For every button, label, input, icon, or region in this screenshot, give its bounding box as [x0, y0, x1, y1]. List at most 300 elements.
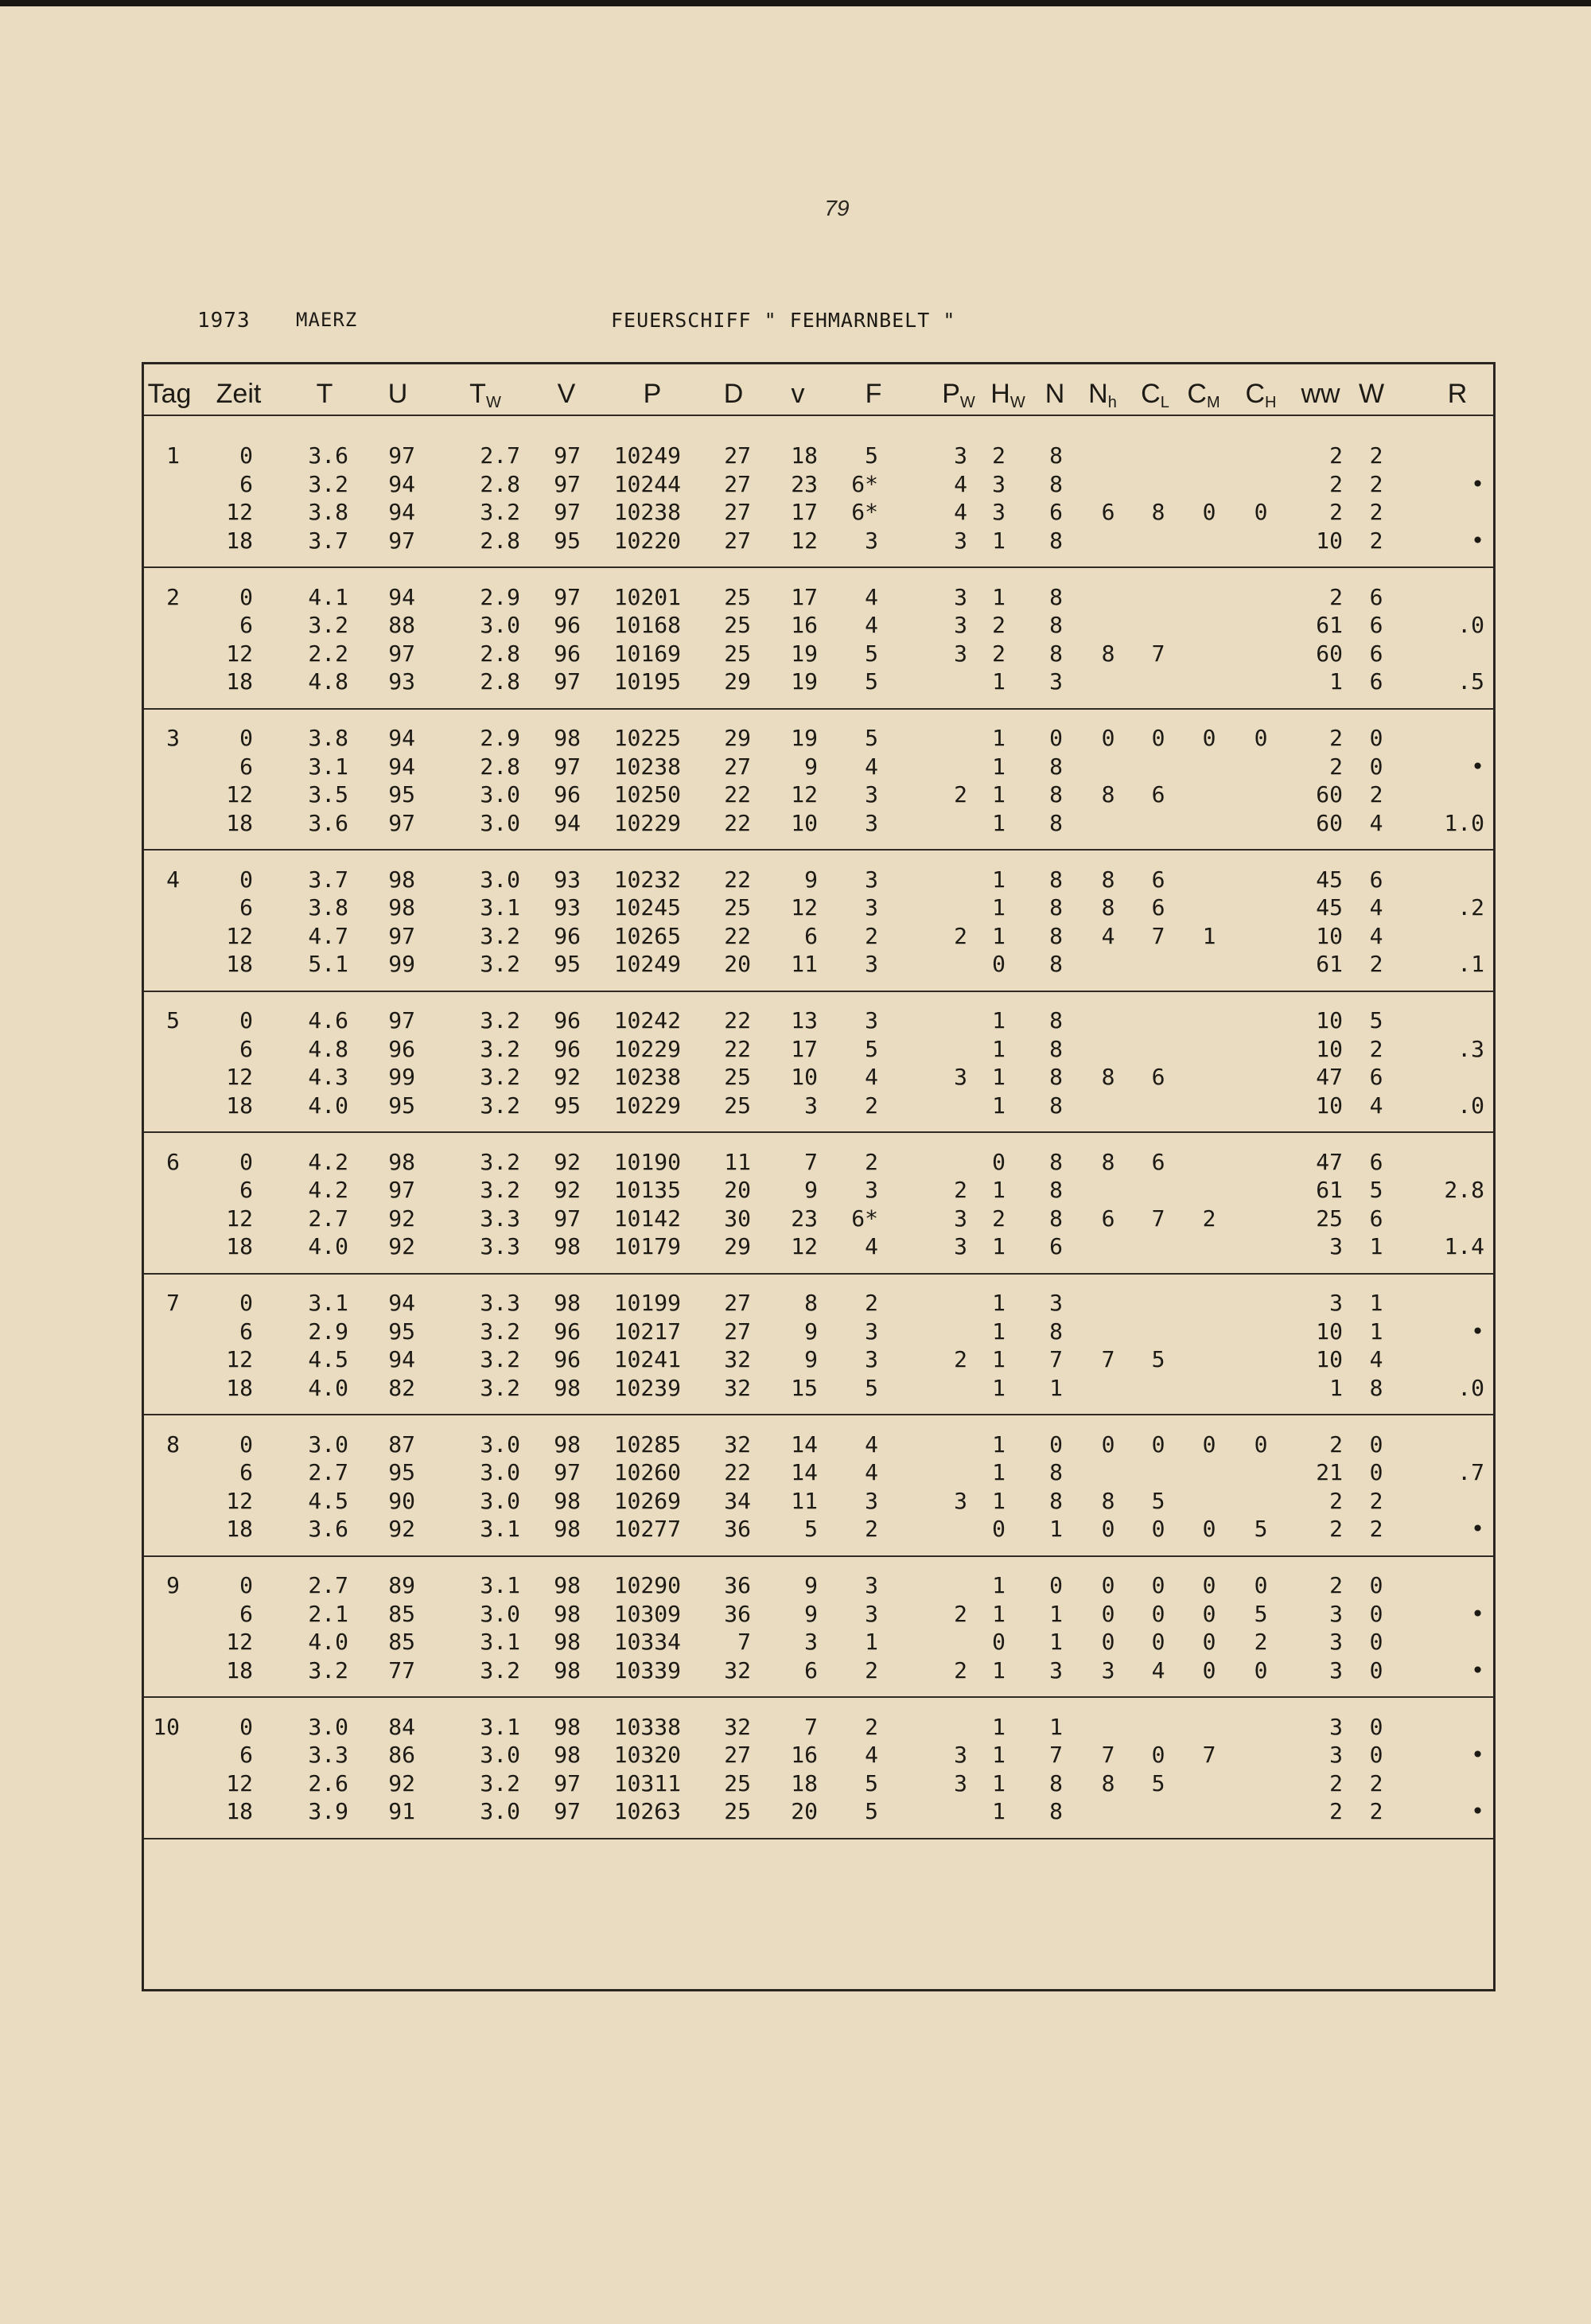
cell-nh: 3 — [1101, 1656, 1115, 1684]
cell-vs: 19 — [791, 668, 818, 695]
cell-n: 8 — [1049, 866, 1063, 893]
cell-zeit: 0 — [239, 1713, 253, 1740]
cell-w: 4 — [1369, 1092, 1383, 1119]
cell-hw: 0 — [992, 1629, 1006, 1655]
cell-nh: 7 — [1101, 1742, 1115, 1768]
cell-t: 3.6 — [308, 1516, 348, 1542]
cell-hw: 1 — [992, 922, 1006, 949]
cell-ww: 3 — [1329, 1656, 1343, 1684]
cell-f: 5 — [865, 1769, 878, 1797]
cell-f: 5 — [865, 725, 878, 751]
cell-t: 3.8 — [308, 725, 348, 751]
cell-cl: 7 — [1151, 640, 1165, 667]
cell-u: 86 — [388, 1742, 415, 1768]
cell-ch: 0 — [1254, 1572, 1268, 1598]
cell-ww: 3 — [1329, 1290, 1343, 1316]
cell-vs: 10 — [791, 809, 818, 836]
cell-v_: 96 — [554, 922, 581, 949]
cell-w: 6 — [1369, 1064, 1383, 1090]
day-tag: 8 — [166, 1431, 180, 1458]
cell-d: 25 — [724, 612, 751, 638]
cell-pw: 2 — [954, 1177, 967, 1203]
cell-ch: 5 — [1254, 1600, 1268, 1627]
cell-p: 10168 — [613, 612, 681, 638]
cell-f: 4 — [865, 1431, 878, 1458]
cell-nh: 8 — [1101, 894, 1115, 921]
cell-ww: 2 — [1329, 1572, 1343, 1598]
cell-d: 32 — [724, 1346, 751, 1372]
cell-tw: 3.1 — [480, 894, 520, 921]
cell-nh: 0 — [1101, 725, 1115, 751]
cell-pw: 3 — [954, 1205, 967, 1232]
cell-cm: 0 — [1202, 1516, 1216, 1542]
cell-pw: 4 — [954, 470, 967, 497]
cell-u: 97 — [388, 1007, 415, 1034]
cell-hw: 1 — [992, 894, 1006, 921]
cell-u: 97 — [388, 809, 415, 836]
cell-f: 5 — [865, 1798, 878, 1824]
cell-v_: 98 — [554, 1600, 581, 1627]
cell-v_: 98 — [554, 1233, 581, 1259]
cell-tw: 3.0 — [480, 809, 520, 836]
cell-d: 22 — [724, 866, 751, 893]
cell-nh: 8 — [1101, 866, 1115, 893]
cell-zeit: 12 — [226, 922, 253, 949]
cell-n: 8 — [1049, 1064, 1063, 1090]
cell-r: • — [1471, 753, 1484, 780]
cell-ww: 2 — [1329, 499, 1343, 525]
cell-pw: 3 — [954, 527, 967, 554]
cell-u: 95 — [388, 1318, 415, 1345]
cell-t: 4.6 — [308, 1007, 348, 1034]
cell-n: 8 — [1049, 1205, 1063, 1232]
cell-n: 7 — [1049, 1346, 1063, 1372]
cell-t: 3.8 — [308, 894, 348, 921]
cell-d: 32 — [724, 1431, 751, 1458]
cell-hw: 1 — [992, 1459, 1006, 1485]
cell-d: 25 — [724, 894, 751, 921]
cell-zeit: 12 — [226, 1629, 253, 1655]
cell-v_: 95 — [554, 527, 581, 554]
column-header-label: C — [1245, 379, 1266, 409]
cell-p: 10201 — [613, 583, 681, 610]
cell-u: 95 — [388, 1459, 415, 1485]
cell-tw: 2.9 — [480, 725, 520, 751]
cell-zeit: 18 — [226, 1092, 253, 1119]
cell-d: 27 — [724, 753, 751, 780]
cell-d: 22 — [724, 1459, 751, 1485]
cell-d: 36 — [724, 1516, 751, 1542]
cell-vs: 12 — [791, 894, 818, 921]
cell-w: 2 — [1369, 781, 1383, 808]
cell-p: 10232 — [613, 866, 681, 893]
cell-t: 4.3 — [308, 1064, 348, 1090]
cell-d: 20 — [724, 951, 751, 977]
cell-w: 6 — [1369, 866, 1383, 893]
cell-f: 4 — [865, 1742, 878, 1768]
cell-n: 3 — [1049, 668, 1063, 695]
column-header-subscript: W — [959, 394, 975, 411]
cell-ww: 60 — [1316, 809, 1343, 836]
cell-ww: 60 — [1316, 640, 1343, 667]
cell-f: 2 — [865, 922, 878, 949]
cell-d: 22 — [724, 809, 751, 836]
cell-d: 25 — [724, 583, 751, 610]
cell-n: 8 — [1049, 527, 1063, 554]
cell-vs: 9 — [804, 1572, 818, 1598]
cell-p: 10277 — [613, 1516, 681, 1542]
cell-vs: 17 — [791, 1035, 818, 1062]
cell-p: 10238 — [613, 1064, 681, 1090]
cell-n: 8 — [1049, 809, 1063, 836]
column-header-t — [301, 379, 348, 410]
cell-cl: 7 — [1151, 922, 1165, 949]
column-header-hw — [984, 379, 1032, 412]
column-header-w — [1348, 379, 1395, 410]
cell-w: 0 — [1369, 1713, 1383, 1740]
cell-hw: 1 — [992, 1290, 1006, 1316]
cell-p: 10290 — [613, 1572, 681, 1598]
cell-cl: 6 — [1151, 1148, 1165, 1175]
cell-d: 27 — [724, 499, 751, 525]
cell-d: 32 — [724, 1656, 751, 1684]
cell-v_: 96 — [554, 1318, 581, 1345]
column-header-label: D — [723, 379, 744, 409]
cell-u: 94 — [388, 1290, 415, 1316]
cell-d: 22 — [724, 781, 751, 808]
cell-d: 29 — [724, 1233, 751, 1259]
cell-hw: 0 — [992, 1516, 1006, 1542]
cell-u: 99 — [388, 951, 415, 977]
cell-hw: 1 — [992, 1007, 1006, 1034]
cell-v_: 94 — [554, 809, 581, 836]
cell-hw: 1 — [992, 809, 1006, 836]
cell-v_: 98 — [554, 1742, 581, 1768]
cell-hw: 3 — [992, 499, 1006, 525]
cell-vs: 13 — [791, 1007, 818, 1034]
cell-zeit: 18 — [226, 951, 253, 977]
day-divider — [144, 1555, 1493, 1557]
cell-zeit: 12 — [226, 1769, 253, 1797]
column-header-label: R — [1447, 379, 1468, 409]
cell-pw: 3 — [954, 1487, 967, 1514]
cell-f: 3 — [865, 781, 878, 808]
cell-zeit: 18 — [226, 668, 253, 695]
cell-w: 0 — [1369, 725, 1383, 751]
cell-cm: 7 — [1202, 1742, 1216, 1768]
cell-t: 3.7 — [308, 527, 348, 554]
cell-tw: 3.0 — [480, 1487, 520, 1514]
cell-pw: 2 — [954, 1346, 967, 1372]
cell-vs: 7 — [804, 1148, 818, 1175]
cell-p: 10169 — [613, 640, 681, 667]
cell-zeit: 6 — [239, 1177, 253, 1203]
cell-w: 2 — [1369, 1035, 1383, 1062]
cell-hw: 1 — [992, 1035, 1006, 1062]
cell-zeit: 6 — [239, 470, 253, 497]
cell-cl: 4 — [1151, 1656, 1165, 1684]
cell-r: 1.0 — [1444, 809, 1484, 836]
cell-p: 10135 — [613, 1177, 681, 1203]
cell-vs: 12 — [791, 527, 818, 554]
cell-tw: 2.7 — [480, 442, 520, 469]
cell-p: 10249 — [613, 442, 681, 469]
cell-u: 95 — [388, 1092, 415, 1119]
column-header-label: v — [791, 379, 805, 409]
cell-f: 3 — [865, 894, 878, 921]
cell-ww: 45 — [1316, 894, 1343, 921]
cell-n: 1 — [1049, 1713, 1063, 1740]
cell-n: 8 — [1049, 1177, 1063, 1203]
cell-cl: 0 — [1151, 1600, 1165, 1627]
cell-v_: 98 — [554, 1374, 581, 1401]
cell-r: 2.8 — [1444, 1177, 1484, 1203]
cell-hw: 2 — [992, 640, 1006, 667]
day-tag: 10 — [153, 1713, 180, 1740]
cell-tw: 2.8 — [480, 668, 520, 695]
cell-cm: 0 — [1202, 1629, 1216, 1655]
cell-w: 1 — [1369, 1233, 1383, 1259]
cell-f: 3 — [865, 951, 878, 977]
cell-f: 5 — [865, 1035, 878, 1062]
cell-n: 8 — [1049, 1007, 1063, 1034]
cell-hw: 1 — [992, 1713, 1006, 1740]
cell-vs: 6 — [804, 1656, 818, 1684]
cell-r: • — [1471, 1516, 1484, 1542]
cell-pw: 3 — [954, 1233, 967, 1259]
cell-d: 27 — [724, 1742, 751, 1768]
cell-vs: 3 — [804, 1629, 818, 1655]
cell-t: 4.5 — [308, 1346, 348, 1372]
cell-tw: 3.2 — [480, 1318, 520, 1345]
cell-t: 3.7 — [308, 866, 348, 893]
cell-cl: 6 — [1151, 866, 1165, 893]
cell-tw: 3.0 — [480, 1459, 520, 1485]
column-header-v_ — [543, 379, 590, 410]
cell-t: 3.5 — [308, 781, 348, 808]
cell-u: 93 — [388, 668, 415, 695]
cell-cl: 5 — [1151, 1769, 1165, 1797]
cell-w: 2 — [1369, 951, 1383, 977]
cell-tw: 3.1 — [480, 1629, 520, 1655]
cell-vs: 6 — [804, 922, 818, 949]
cell-cl: 5 — [1151, 1487, 1165, 1514]
column-header-subscript: W — [1009, 394, 1025, 411]
cell-u: 98 — [388, 866, 415, 893]
cell-p: 10265 — [613, 922, 681, 949]
column-header-subscript: M — [1206, 394, 1220, 411]
cell-t: 4.8 — [308, 1035, 348, 1062]
cell-w: 6 — [1369, 668, 1383, 695]
header-month: MAERZ — [296, 309, 358, 331]
cell-zeit: 12 — [226, 640, 253, 667]
cell-cl: 7 — [1151, 1205, 1165, 1232]
cell-hw: 1 — [992, 1487, 1006, 1514]
cell-ww: 10 — [1316, 1092, 1343, 1119]
cell-zeit: 0 — [239, 1572, 253, 1598]
cell-cl: 5 — [1151, 1346, 1165, 1372]
cell-n: 8 — [1049, 1459, 1063, 1485]
cell-ww: 3 — [1329, 1233, 1343, 1259]
cell-tw: 3.0 — [480, 1431, 520, 1458]
cell-f: 1 — [865, 1629, 878, 1655]
column-header-tag — [146, 379, 193, 410]
cell-ww: 61 — [1316, 1177, 1343, 1203]
cell-cl: 6 — [1151, 1064, 1165, 1090]
cell-w: 2 — [1369, 470, 1383, 497]
cell-nh: 8 — [1101, 640, 1115, 667]
cell-f: 3 — [865, 1346, 878, 1372]
cell-ww: 47 — [1316, 1064, 1343, 1090]
cell-f: 5 — [865, 640, 878, 667]
cell-d: 11 — [724, 1148, 751, 1175]
cell-tw: 3.3 — [480, 1290, 520, 1316]
cell-n: 8 — [1049, 1769, 1063, 1797]
cell-w: 4 — [1369, 809, 1383, 836]
cell-d: 34 — [724, 1487, 751, 1514]
cell-v_: 97 — [554, 753, 581, 780]
cell-hw: 0 — [992, 1148, 1006, 1175]
cell-cm: 0 — [1202, 725, 1216, 751]
cell-u: 82 — [388, 1374, 415, 1401]
cell-ww: 3 — [1329, 1629, 1343, 1655]
cell-ww: 2 — [1329, 753, 1343, 780]
cell-w: 6 — [1369, 1148, 1383, 1175]
cell-ww: 2 — [1329, 1431, 1343, 1458]
cell-t: 4.8 — [308, 668, 348, 695]
cell-n: 1 — [1049, 1629, 1063, 1655]
cell-d: 32 — [724, 1713, 751, 1740]
header-year: 1973 — [197, 309, 251, 333]
cell-r: .0 — [1457, 612, 1484, 638]
cell-f: 6* — [851, 499, 878, 525]
cell-u: 85 — [388, 1600, 415, 1627]
cell-f: 2 — [865, 1656, 878, 1684]
cell-p: 10220 — [613, 527, 681, 554]
cell-n: 1 — [1049, 1516, 1063, 1542]
cell-u: 87 — [388, 1431, 415, 1458]
column-header-f — [850, 379, 897, 410]
cell-vs: 15 — [791, 1374, 818, 1401]
cell-u: 97 — [388, 922, 415, 949]
cell-v_: 98 — [554, 1629, 581, 1655]
cell-p: 10195 — [613, 668, 681, 695]
cell-ch: 0 — [1254, 725, 1268, 751]
cell-hw: 2 — [992, 442, 1006, 469]
cell-ww: 10 — [1316, 1318, 1343, 1345]
cell-cl: 0 — [1151, 1572, 1165, 1598]
cell-zeit: 12 — [226, 1064, 253, 1090]
cell-zeit: 6 — [239, 1459, 253, 1485]
cell-f: 4 — [865, 583, 878, 610]
cell-d: 25 — [724, 1798, 751, 1824]
cell-ww: 1 — [1329, 668, 1343, 695]
cell-tw: 2.8 — [480, 640, 520, 667]
header-title: FEUERSCHIFF " FEHMARNBELT " — [611, 309, 956, 332]
cell-p: 10269 — [613, 1487, 681, 1514]
cell-t: 4.0 — [308, 1374, 348, 1401]
cell-f: 2 — [865, 1290, 878, 1316]
cell-r: • — [1471, 470, 1484, 497]
cell-w: 4 — [1369, 894, 1383, 921]
cell-tw: 3.1 — [480, 1572, 520, 1598]
cell-vs: 14 — [791, 1459, 818, 1485]
cell-tw: 3.2 — [480, 1374, 520, 1401]
column-header-label: ww — [1301, 379, 1340, 409]
cell-n: 8 — [1049, 612, 1063, 638]
column-header-u — [374, 379, 422, 410]
cell-tw: 3.2 — [480, 1035, 520, 1062]
cell-hw: 2 — [992, 612, 1006, 638]
cell-w: 5 — [1369, 1177, 1383, 1203]
cell-t: 3.1 — [308, 753, 348, 780]
page-number: 79 — [824, 196, 850, 220]
cell-u: 92 — [388, 1769, 415, 1797]
cell-nh: 6 — [1101, 1205, 1115, 1232]
cell-hw: 1 — [992, 668, 1006, 695]
cell-d: 29 — [724, 725, 751, 751]
cell-u: 97 — [388, 442, 415, 469]
cell-n: 8 — [1049, 894, 1063, 921]
cell-w: 2 — [1369, 1516, 1383, 1542]
cell-zeit: 18 — [226, 1798, 253, 1824]
cell-d: 27 — [724, 1290, 751, 1316]
cell-hw: 1 — [992, 753, 1006, 780]
cell-tw: 3.2 — [480, 1148, 520, 1175]
cell-hw: 1 — [992, 866, 1006, 893]
cell-p: 10250 — [613, 781, 681, 808]
cell-r: • — [1471, 1600, 1484, 1627]
cell-vs: 10 — [791, 1064, 818, 1090]
cell-nh: 0 — [1101, 1516, 1115, 1542]
cell-tw: 3.3 — [480, 1205, 520, 1232]
cell-hw: 1 — [992, 1656, 1006, 1684]
cell-d: 25 — [724, 1092, 751, 1119]
cell-v_: 98 — [554, 1431, 581, 1458]
cell-w: 0 — [1369, 1742, 1383, 1768]
cell-v_: 98 — [554, 725, 581, 751]
cell-n: 0 — [1049, 1431, 1063, 1458]
cell-f: 3 — [865, 809, 878, 836]
cell-ww: 2 — [1329, 470, 1343, 497]
cell-w: 1 — [1369, 1290, 1383, 1316]
cell-tw: 2.8 — [480, 527, 520, 554]
day-divider — [144, 991, 1493, 992]
cell-v_: 98 — [554, 1656, 581, 1684]
cell-w: 0 — [1369, 753, 1383, 780]
column-header-tw — [461, 379, 509, 412]
cell-ww: 25 — [1316, 1205, 1343, 1232]
cell-cl: 6 — [1151, 894, 1165, 921]
cell-u: 96 — [388, 1035, 415, 1062]
cell-u: 94 — [388, 725, 415, 751]
cell-t: 3.6 — [308, 442, 348, 469]
cell-n: 6 — [1049, 1233, 1063, 1259]
cell-hw: 1 — [992, 1742, 1006, 1768]
column-header-label: Tag — [147, 379, 192, 409]
cell-w: 5 — [1369, 1007, 1383, 1034]
cell-v_: 96 — [554, 781, 581, 808]
cell-ww: 45 — [1316, 866, 1343, 893]
cell-v_: 92 — [554, 1064, 581, 1090]
cell-t: 4.7 — [308, 922, 348, 949]
cell-vs: 9 — [804, 866, 818, 893]
cell-ww: 10 — [1316, 1346, 1343, 1372]
cell-zeit: 6 — [239, 1742, 253, 1768]
cell-v_: 97 — [554, 442, 581, 469]
cell-tw: 3.2 — [480, 1064, 520, 1090]
cell-f: 3 — [865, 1177, 878, 1203]
